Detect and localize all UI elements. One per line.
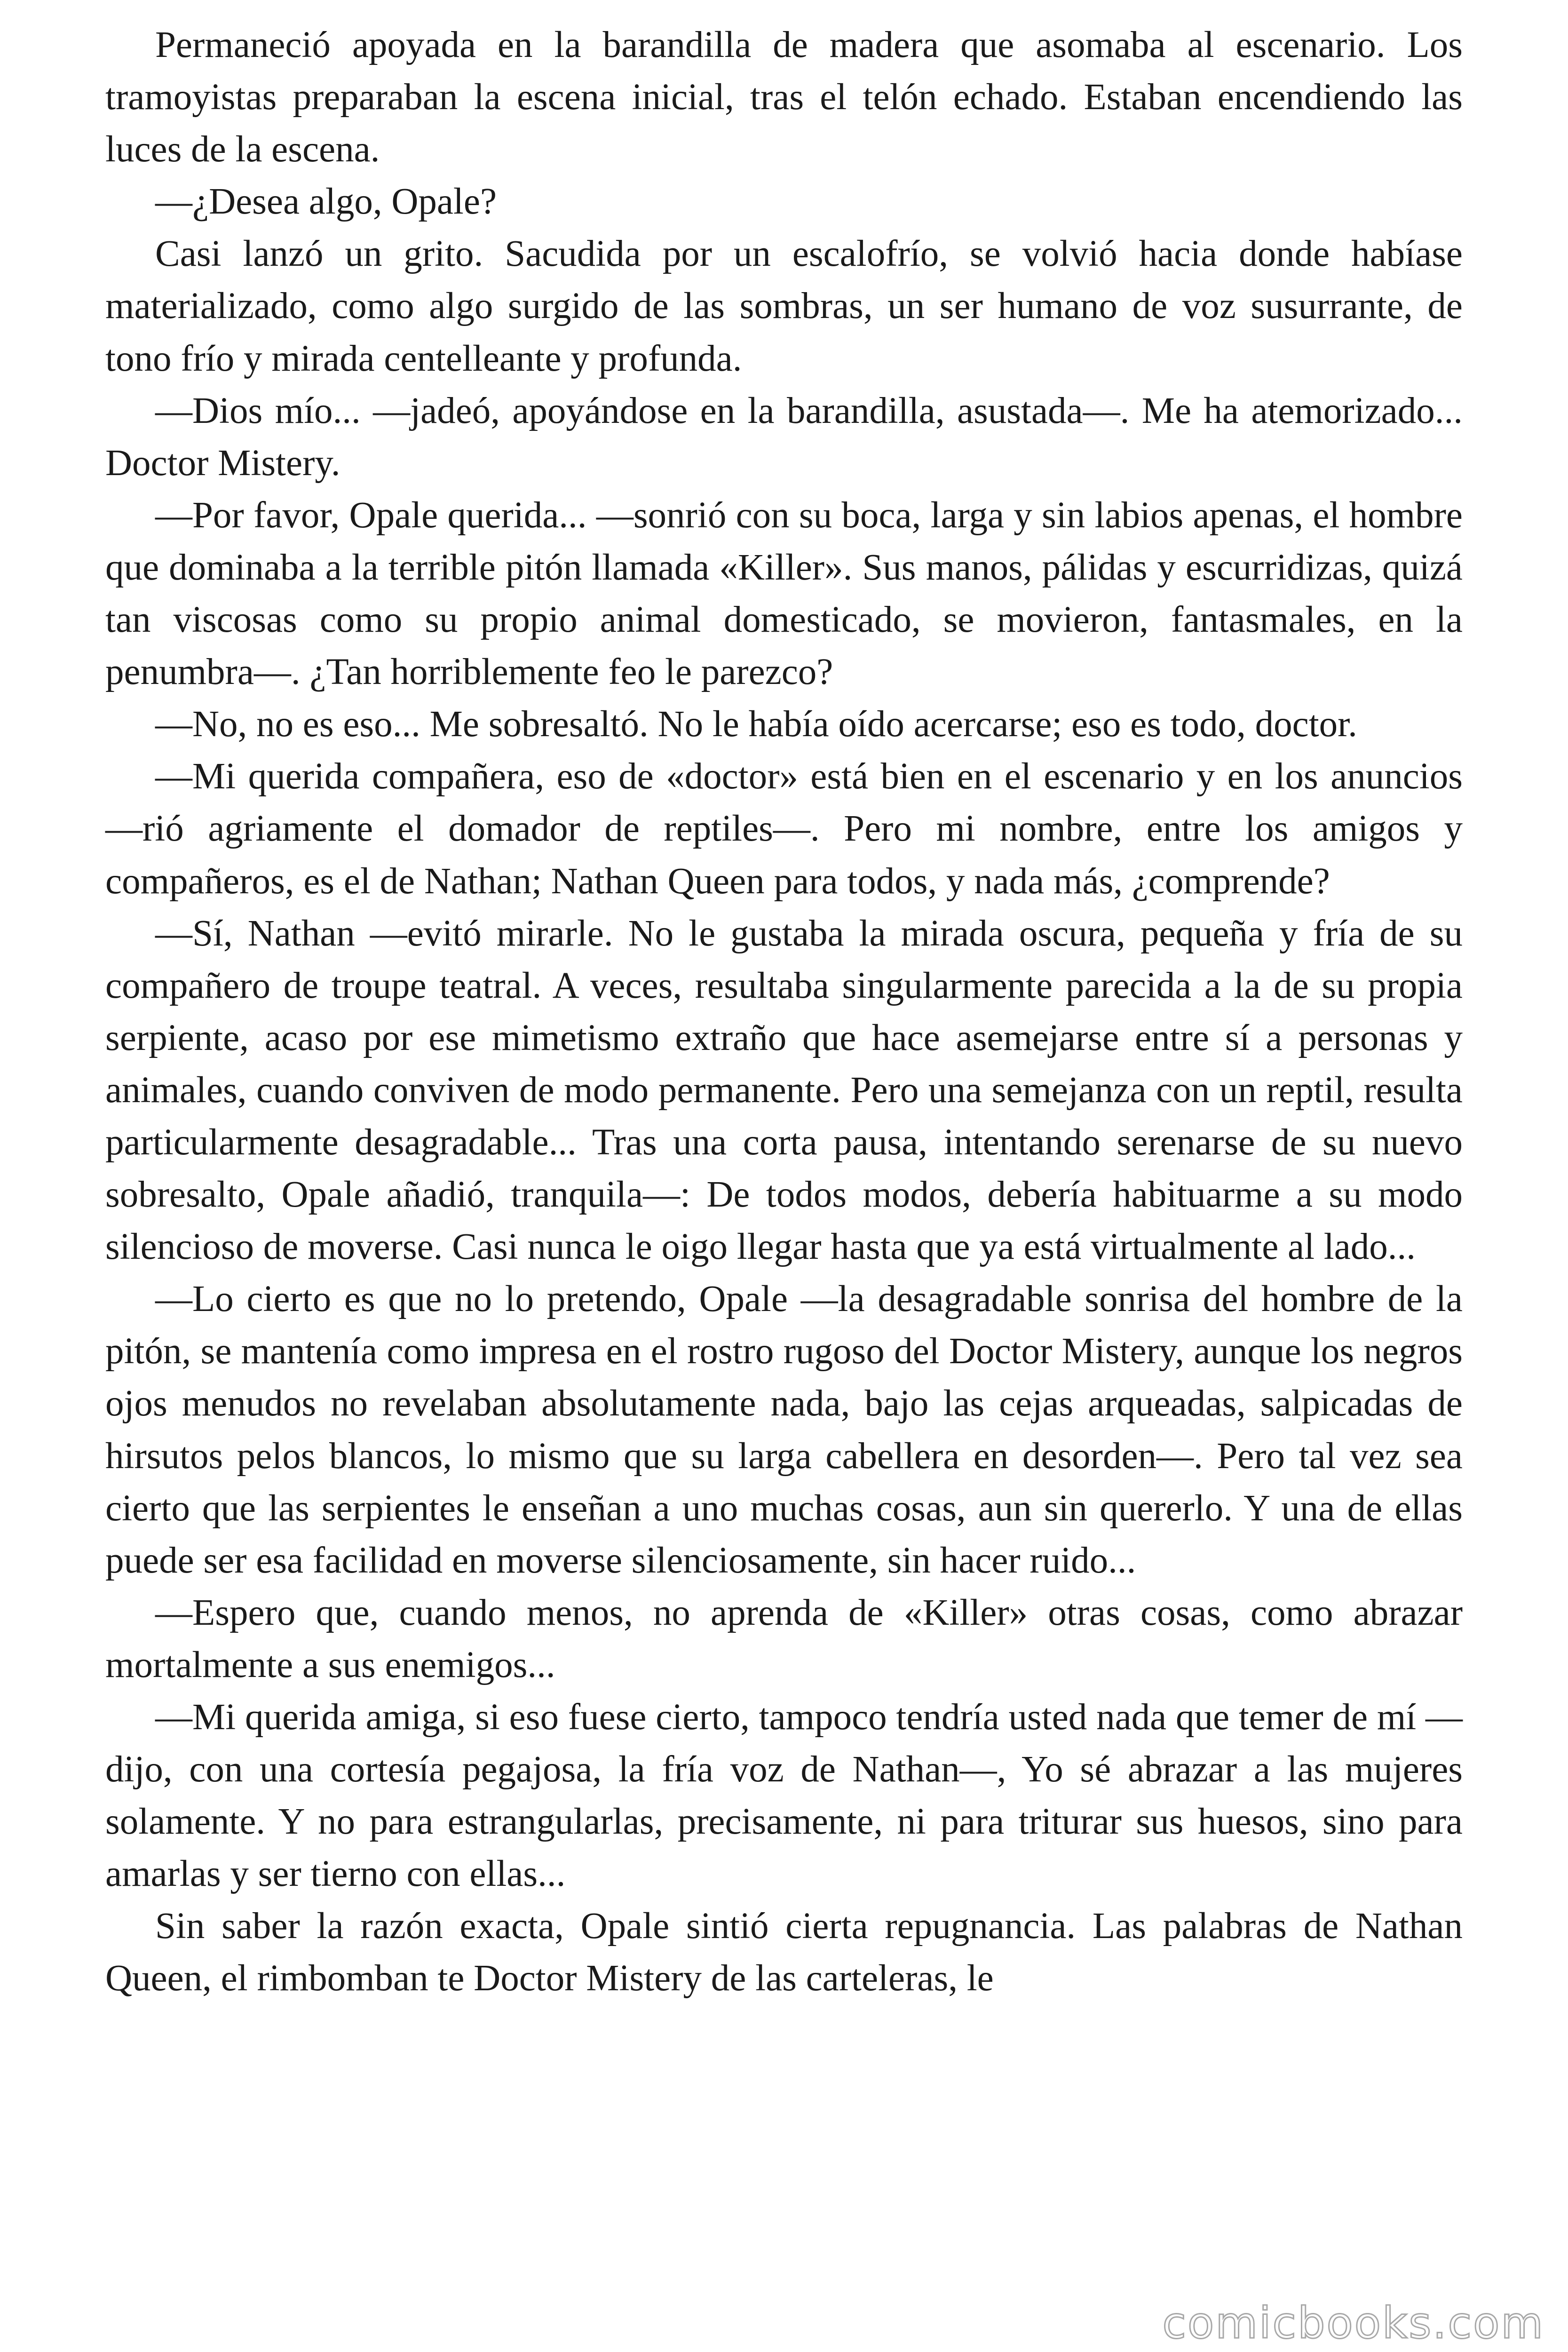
paragraph: —Lo cierto es que no lo pretendo, Opale —la desagradable sonrisa del hombre de la pitón, se mantenía como impresa en el rostro rugoso del Doctor Mistery, aunque los negros ojos menudos no revelaban absolutamente nada, bajo las cejas arqueadas, salpicadas de hirsutos pelos blancos, lo mismo que su larga cabellera en desorden—. Pero tal vez sea cierto que las serpientes le enseñan a uno muchas cosas, aun sin quererlo. Y una de ellas puede ser esa facilidad en moverse silenciosamente, sin hacer ruido... [105,1279,1463,1581]
paragraph: —Espero que, cuando menos, no aprenda de «Killer» otras cosas, como abrazar mortalmente a sus enemigos... [105,1592,1463,1685]
body-text [105,19,1463,2005]
paragraph: —Por favor, Opale querida... —sonrió con su boca, larga y sin labios apenas, el hombre que dominaba a la terrible pitón llamada «Killer». Sus manos, pálidas y escurridizas, quizá tan viscosas como su propio animal domesticado, se movieron, fantasmales, en la penumbra—. ¿Tan horriblemente feo le parezco? [105,494,1463,693]
watermark: comicbooks.com [1162,2298,1544,2348]
paragraph: —Sí, Nathan —evitó mirarle. No le gustaba la mirada oscura, pequeña y fría de su compañero de troupe teatral. A veces, resultaba singularmente parecida a la de su propia serpiente, acaso por ese mimetismo extraño que hace asemejarse entre sí a personas y animales, cuando conviven de modo permanente. Pero una semejanza con un reptil, resulta particularmente desagradable... Tras una corta pausa, intentando serenarse de su nuevo sobresalto, Opale añadió, tranquila—: De todos modos, debería habituarme a su modo silencioso de moverse. Casi nunca le oigo llegar hasta que ya está virtualmente al lado... [105,913,1463,1268]
paragraph: —No, no es eso... Me sobresaltó. No le había oído acercarse; eso es todo, doctor. [155,704,1357,745]
paragraph: Sin saber la razón exacta, Opale sintió cierta repugnancia. Las palabras de Nathan Queen, el rimbomban te Doctor Mistery de las carteleras, le [105,1906,1463,1999]
paragraph: —Mi querida compañera, eso de «doctor» está bien en el escenario y en los anuncios —rió agriamente el domador de reptiles—. Pero mi nombre, entre los amigos y compañeros, es el de Nathan; Nathan Queen para todos, y nada más, ¿comprende? [105,756,1463,902]
paragraph: —¿Desea algo, Opale? [155,181,497,222]
paragraph: —Dios mío... —jadeó, apoyándose en la barandilla, asustada—. Me ha atemorizado... Doctor Mistery. [105,390,1463,484]
paragraph: Casi lanzó un grito. Sacudida por un escalofrío, se volvió hacia donde habíase materializado, como algo surgido de las sombras, un ser humano de voz susurrante, de tono frío y mirada centelleante y profunda. [105,233,1463,379]
paragraph: —Mi querida amiga, si eso fuese cierto, tampoco tendría usted nada que temer de mí —dijo, con una cortesía pegajosa, la fría voz de Nathan—, Yo sé abrazar a las mujeres solamente. Y no para estrangularlas, precisamente, ni para triturar sus huesos, sino para amarlas y ser tierno con ellas... [105,1697,1463,1895]
paragraph: Permaneció apoyada en la barandilla de madera que asomaba al escenario. Los tramoyistas preparaban la escena inicial, tras el telón echado. Estaban encendiendo las luces de la escena. [105,24,1463,170]
